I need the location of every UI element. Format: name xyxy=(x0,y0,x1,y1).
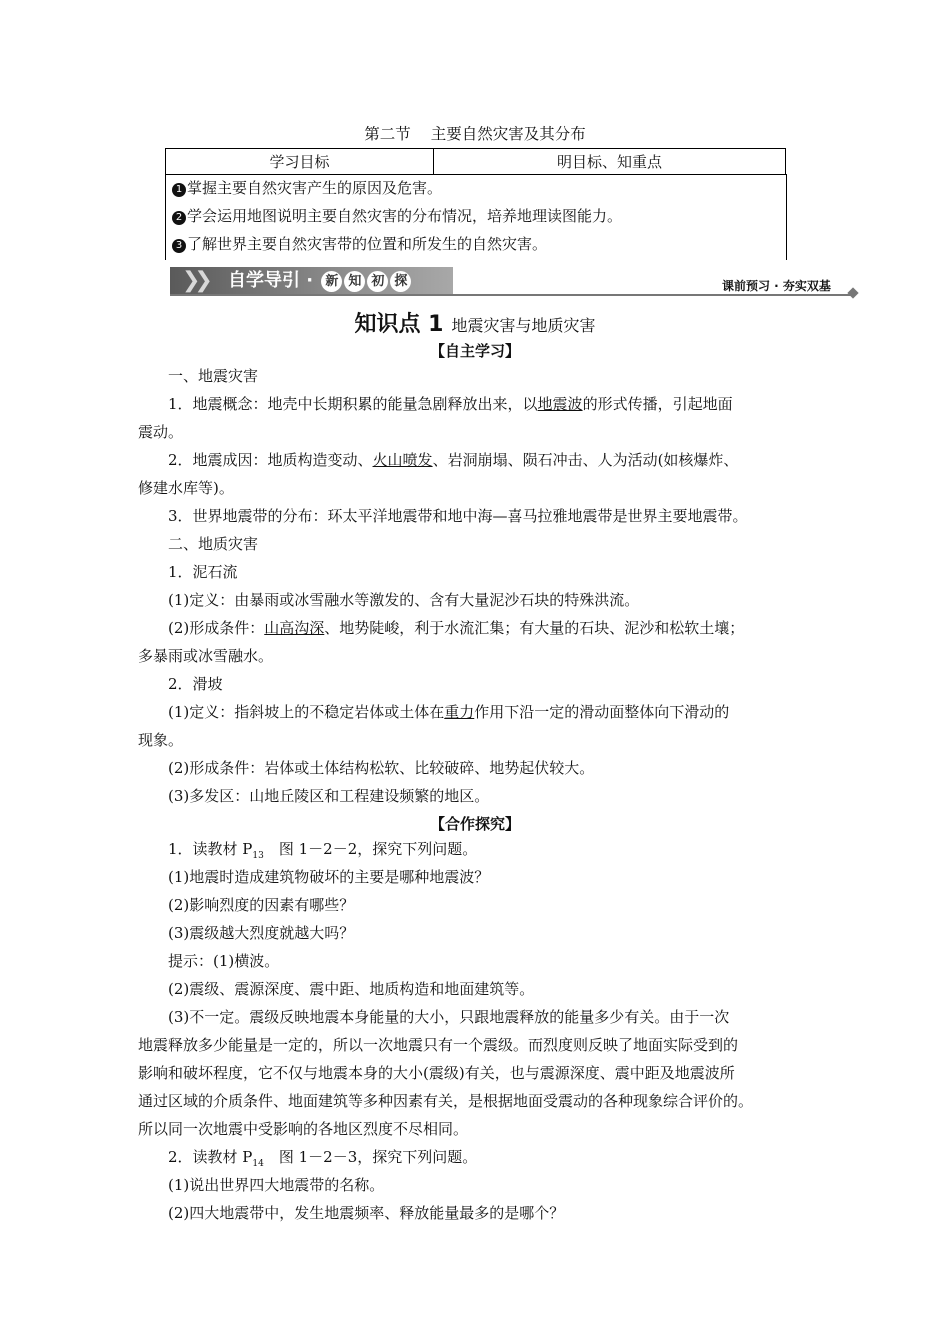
question: (2)四大地震带中，发生地震频率、释放能量最多的是哪个？ xyxy=(168,1204,565,1222)
paragraph: 1．泥石流 xyxy=(168,563,238,581)
paragraph: 震动。 xyxy=(138,423,184,441)
paragraph: 3．世界地震带的分布：环太平洋地震带和地中海—喜马拉雅地震带是世界主要地震带。 xyxy=(168,507,748,525)
banner-title: 自学导引 · 新 知 初 探 xyxy=(228,267,411,295)
hint: (2)震级、震源深度、震中距、地质构造和地面建筑等。 xyxy=(168,980,535,998)
question: (1)说出世界四大地震带的名称。 xyxy=(168,1176,385,1194)
hint: 所以同一次地震中受影响的各地区烈度不尽相同。 xyxy=(138,1120,469,1138)
question: 2．读教材 $P_{14}$ 图 1－2－3，探究下列问题。 xyxy=(168,1148,478,1169)
question: (3)震级越大烈度就越大吗？ xyxy=(168,924,355,942)
paragraph: (1)定义：指斜坡上的不稳定岩体或土体在重力作用下沿一定的滑动面整体向下滑动的 xyxy=(168,703,730,721)
question: (1)地震时造成建筑物破坏的主要是哪种地震波？ xyxy=(168,868,490,886)
number-circle-icon: 2 xyxy=(172,211,186,225)
goal-item: 1 掌握主要自然灾害产生的原因及危害。 xyxy=(172,177,442,198)
paragraph: (2)形成条件：山高沟深、地势陡峻，利于水流汇集；有大量的石块、泥沙和松软土壤； xyxy=(168,619,745,637)
paragraph: (1)定义：由暴雨或冰雪融水等激发的、含有大量泥沙石块的特殊洪流。 xyxy=(168,591,640,609)
knowledge-point-label: 知识点 1 xyxy=(354,312,444,337)
heading-earthquake: 一、地震灾害 xyxy=(168,367,259,385)
paragraph: 多暴雨或冰雪融水。 xyxy=(138,647,274,665)
banner-divider xyxy=(170,294,852,296)
goal-item: 2 学会运用地图说明主要自然灾害的分布情况，培养地理读图能力。 xyxy=(172,205,622,226)
number-circle-icon: 3 xyxy=(172,239,186,253)
diamond-icon xyxy=(847,287,858,298)
paragraph: 1．地震概念：地壳中长期积累的能量急剧释放出来，以地震波的形式传播，引起地面 xyxy=(168,395,733,413)
section-title xyxy=(0,122,950,144)
number-circle-icon: 1 xyxy=(172,183,186,197)
chevron-right-icon: ❯❯ xyxy=(182,268,207,293)
goal-item: 3 了解世界主要自然灾害带的位置和所发生的自然灾害。 xyxy=(172,233,547,254)
hint: (3)不一定。震级反映地震本身能量的大小，只跟地震释放的能量多少有关。由于一次 xyxy=(168,1008,730,1026)
paragraph: 2．滑坡 xyxy=(168,675,223,693)
goal-list xyxy=(165,174,787,260)
banner-subtitle: 课前预习 · 夯实双基 xyxy=(722,279,831,293)
paragraph: 修建水库等)。 xyxy=(138,479,234,497)
paragraph: 2．地震成因：地质构造变动、火山喷发、岩洞崩塌、陨石冲击、人为活动(如核爆炸、 xyxy=(168,451,739,469)
question: (2)影响烈度的因素有哪些？ xyxy=(168,896,355,914)
goal-table xyxy=(165,148,786,175)
heading-geological: 二、地质灾害 xyxy=(168,535,259,553)
paragraph: (3)多发区：山地丘陵区和工程建设频繁的地区。 xyxy=(168,787,490,805)
goal-table-left-header: 学习目标 xyxy=(166,149,434,175)
knowledge-point-title: 地震灾害与地质灾害 xyxy=(451,316,596,335)
section-number: 第二节 xyxy=(364,125,411,143)
coop-header: 【合作探究】 xyxy=(429,815,520,833)
hint: 通过区域的介质条件、地面建筑等多种因素有关，是根据地面受震动的各种现象综合评价的。 xyxy=(138,1092,754,1110)
section-banner xyxy=(170,267,453,295)
section-name: 主要自然灾害及其分布 xyxy=(430,125,586,143)
hint: 影响和破坏程度，它不仅与地震本身的大小(震级)有关，也与震源深度、震中距及地震波所 xyxy=(138,1064,735,1082)
hint: 地震释放多少能量是一定的，所以一次地震只有一个震级。而烈度则反映了地面实际受到的 xyxy=(138,1036,739,1054)
self-study-header: 【自主学习】 xyxy=(429,342,520,360)
paragraph: 现象。 xyxy=(138,731,184,749)
goal-table-right-header: 明目标、知重点 xyxy=(434,149,786,175)
knowledge-point-heading xyxy=(0,307,950,338)
question: 1．读教材 $P_{13}$ 图 1－2－2，探究下列问题。 xyxy=(168,840,478,861)
hint: 提示：(1)横波。 xyxy=(168,952,280,970)
paragraph: (2)形成条件：岩体或土体结构松软、比较破碎、地势起伏较大。 xyxy=(168,759,595,777)
